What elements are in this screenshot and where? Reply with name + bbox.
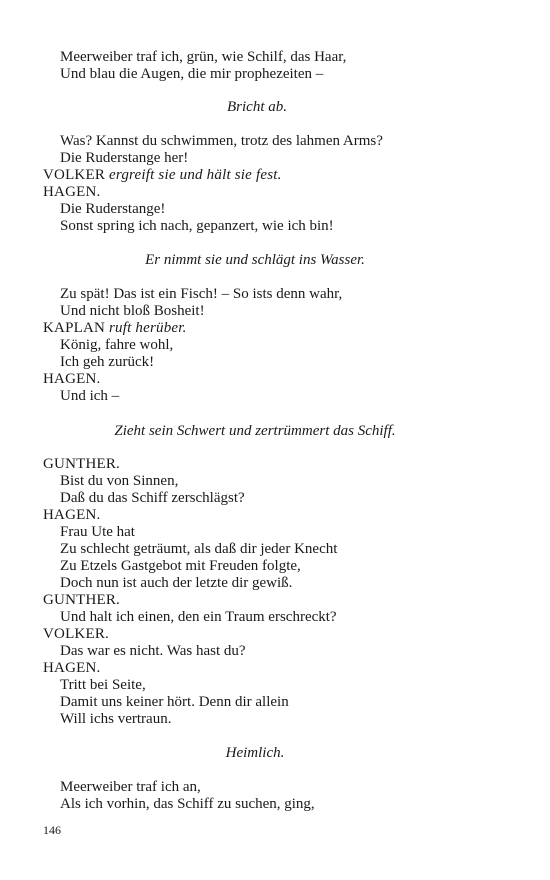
verse-line: Tritt bei Seite, <box>60 677 146 693</box>
speaker-name: GUNTHER. <box>43 456 121 472</box>
speaker-line <box>43 371 100 388</box>
speaker-name: VOLKER. <box>43 626 109 642</box>
verse-line: Will ichs vertraun. <box>60 711 172 727</box>
speaker-name: VOLKER <box>43 167 106 183</box>
page-number: 146 <box>43 823 61 837</box>
speaker-line <box>43 320 187 337</box>
verse-line: Damit uns keiner hört. Denn dir allein <box>60 694 289 710</box>
verse-line: Ich geh zurück! <box>60 354 155 370</box>
speaker-line <box>43 184 100 201</box>
verse-line: Die Ruderstange! <box>60 201 166 217</box>
verse-line: Bist du von Sinnen, <box>60 473 179 489</box>
speaker-name: HAGEN. <box>43 371 101 387</box>
stage-direction: Zieht sein Schwert und zertrümmert das Schiff. <box>114 423 396 439</box>
speaker-name: KAPLAN <box>43 320 106 336</box>
verse-line: Meerweiber traf ich an, <box>60 779 201 795</box>
stage-direction: Er nimmt sie und schlägt ins Wasser. <box>145 252 365 268</box>
verse-line: Und ich – <box>60 388 120 404</box>
speaker-line <box>43 626 109 643</box>
verse-line: Was? Kannst du schwimmen, trotz des lahmen Arms? <box>60 133 383 149</box>
verse-line: Daß du das Schiff zerschlägst? <box>60 490 245 506</box>
verse-line: Zu Etzels Gastgebot mit Freuden folgte, <box>60 558 301 574</box>
verse-line: Doch nun ist auch der letzte dir gewiß. <box>60 575 293 591</box>
verse-line: Als ich vorhin, das Schiff zu suchen, ging, <box>60 796 315 812</box>
verse-line: Zu spät! Das ist ein Fisch! – So ists denn wahr, <box>60 286 343 302</box>
speaker-name: HAGEN. <box>43 507 101 523</box>
speaker-name: HAGEN. <box>43 660 101 676</box>
verse-line: Zu schlecht geträumt, als daß dir jeder Knecht <box>60 541 338 557</box>
inline-stage-direction: ergreift sie und hält sie fest. <box>108 167 282 183</box>
verse-line: Frau Ute hat <box>60 524 135 540</box>
verse-line: Und halt ich einen, den ein Traum erschreckt? <box>60 609 337 625</box>
speaker-line <box>43 592 120 609</box>
verse-line: Die Ruderstange her! <box>60 150 189 166</box>
stage-direction: Heimlich. <box>225 745 285 761</box>
verse-line: Das war es nicht. Was hast du? <box>60 643 246 659</box>
verse-line: Meerweiber traf ich, grün, wie Schilf, das Haar, <box>60 49 347 65</box>
stage-direction: Bricht ab. <box>227 99 287 115</box>
verse-line: Und nicht bloß Bosheit! <box>60 303 205 319</box>
speaker-name: HAGEN. <box>43 184 101 200</box>
speaker-line <box>43 167 282 184</box>
speaker-line <box>43 660 100 677</box>
verse-line: Und blau die Augen, die mir prophezeiten – <box>60 66 324 82</box>
verse-line: Sonst spring ich nach, gepanzert, wie ich bin! <box>60 218 334 234</box>
verse-line: König, fahre wohl, <box>60 337 174 353</box>
speaker-line <box>43 456 120 473</box>
inline-stage-direction: ruft herüber. <box>109 320 187 336</box>
speaker-name: GUNTHER. <box>43 592 121 608</box>
speaker-line <box>43 507 100 524</box>
